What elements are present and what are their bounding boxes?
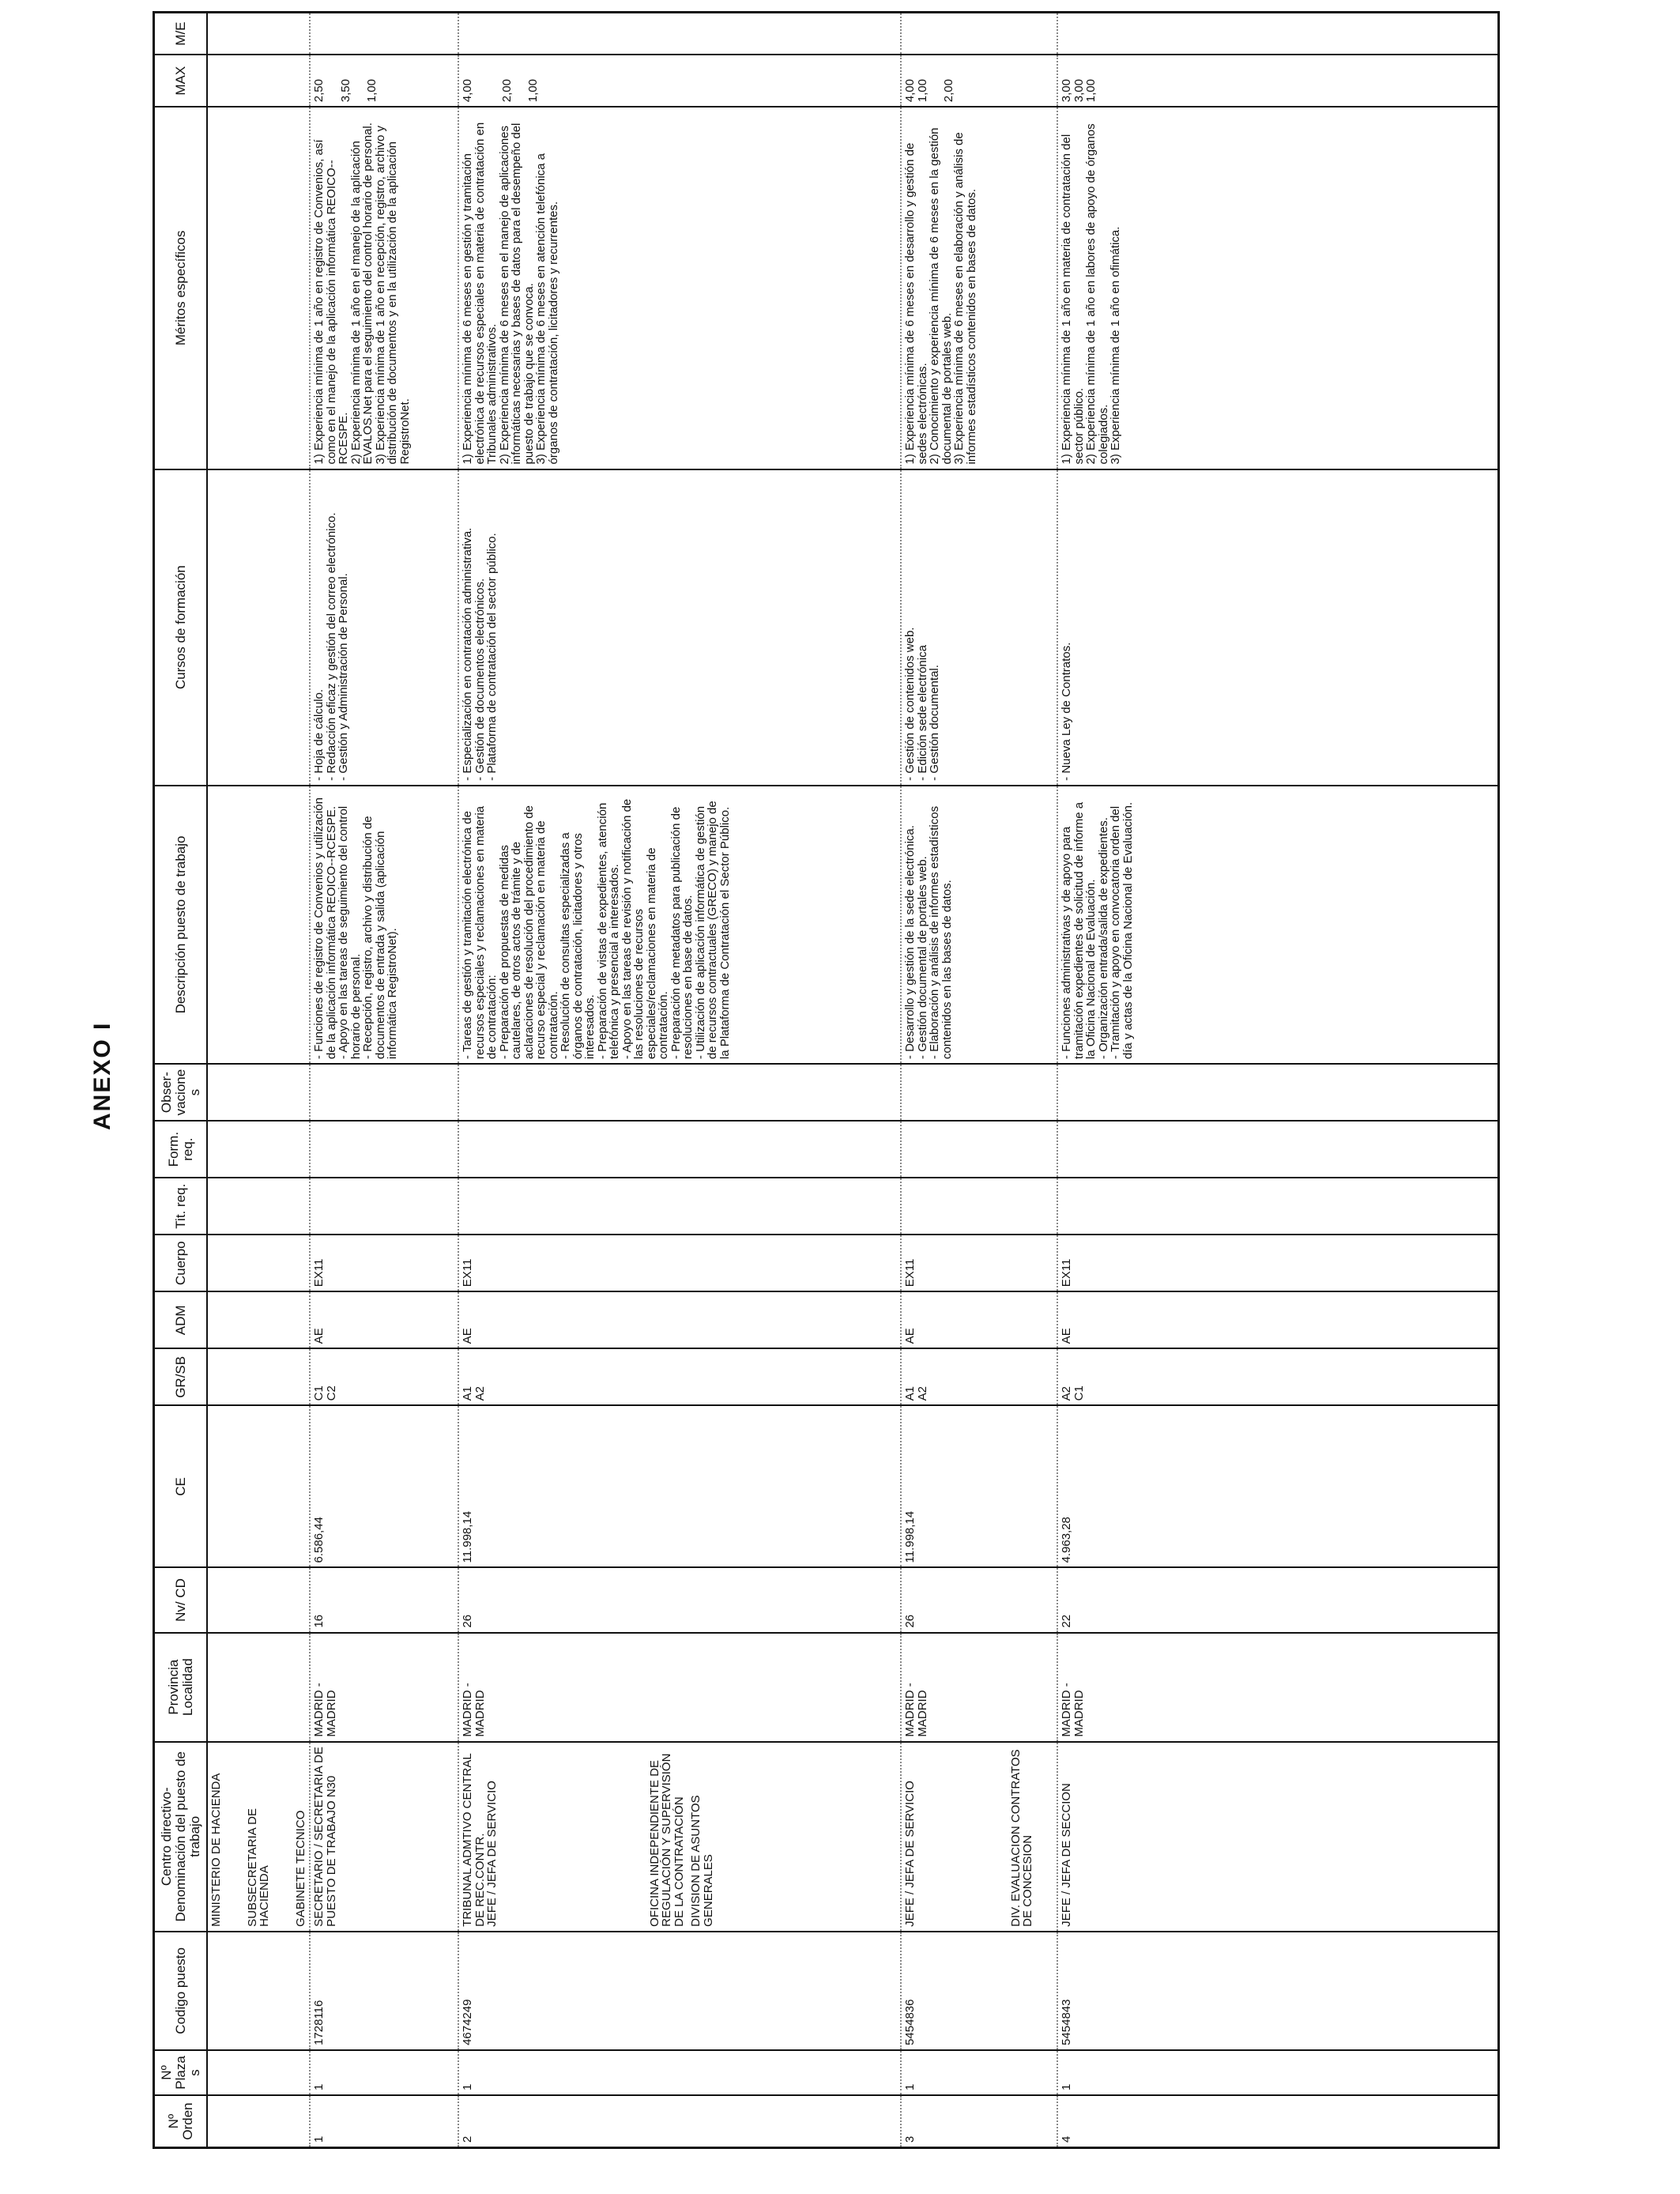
cell-me bbox=[310, 13, 458, 55]
cell-cursos: - Especialización en contratación administrativa. - Gestión de documentos electrónicos. - Plataforma de contratación del sector público. bbox=[458, 469, 901, 786]
cell-plazas: 1 bbox=[458, 2050, 901, 2095]
cell-obs bbox=[458, 1064, 901, 1121]
cell-adm: AE bbox=[901, 1291, 1057, 1348]
cell-nivel: 26 bbox=[901, 1568, 1057, 1633]
header-ce: CE bbox=[155, 1405, 207, 1567]
subsecretaria-label: SUBSECRETARIA DE HACIENDA bbox=[245, 1808, 271, 1927]
merito-item: 1) Experiencia mínima de 6 meses en gestión y tramitación electrónica de recursos especiales en materia de contratación en Tribunales administrativos. bbox=[461, 122, 499, 465]
cell-codigo: 1728116 bbox=[310, 1932, 458, 2050]
merito-item: 3) Experiencia mínima de 6 meses en elaboración y análisis de informes estadísticos contenidos en bases de datos. bbox=[952, 132, 978, 465]
gabinete-label: GABINETE TECNICO bbox=[293, 1810, 307, 1927]
grsb-value: A1 bbox=[461, 1386, 474, 1401]
cell-me bbox=[901, 13, 1057, 55]
max-value: 1,00 bbox=[915, 79, 929, 103]
cell-cuerpo: EX11 bbox=[1057, 1235, 1497, 1291]
header-me: M/E bbox=[155, 13, 207, 55]
cell-obs bbox=[901, 1064, 1057, 1121]
max-value: 2,00 bbox=[499, 79, 514, 103]
cell-tit bbox=[901, 1178, 1057, 1235]
cell-me bbox=[1057, 13, 1497, 55]
table-row bbox=[458, 13, 901, 2147]
header-form: Form. req. bbox=[155, 1121, 207, 1178]
cell-cuerpo: EX11 bbox=[458, 1235, 901, 1291]
cell-cursos: - Nueva Ley de Contratos. bbox=[1057, 469, 1497, 786]
merito-item: 3) Experiencia mínima de 1 año en ofimática. bbox=[1109, 226, 1122, 465]
cell-obs bbox=[310, 1064, 458, 1121]
cell-puesto bbox=[458, 1742, 901, 1932]
max-value: 2,00 bbox=[942, 79, 955, 103]
cell-me bbox=[458, 13, 901, 55]
ministerio-label: MINISTERIO DE HACIENDA bbox=[209, 1773, 223, 1927]
cell-cursos: - Hoja de cálculo. - Redacción eficaz y gestión del correo electrónico. - Gestión y Administración de Personal. bbox=[310, 469, 458, 786]
cell-codigo: 4674249 bbox=[458, 1932, 901, 2050]
header-grsb: GR/SB bbox=[155, 1348, 207, 1405]
merito-item: 1) Experiencia mínima de 1 año en materia de contratación del sector público. bbox=[1060, 134, 1086, 465]
cell-plazas: 1 bbox=[901, 2050, 1057, 2095]
cell-grsb bbox=[1057, 1348, 1497, 1405]
puesto-label: JEFE / JEFA DE SERVICIO bbox=[903, 1781, 917, 1927]
header-provincia: Provincia Localidad bbox=[155, 1633, 207, 1742]
header-meritos: Méritos específicos bbox=[155, 107, 207, 469]
header-row bbox=[155, 13, 207, 2147]
cell-nivel: 16 bbox=[310, 1568, 458, 1633]
cell-descripcion: - Funciones administrativas y de apoyo para tramitación expedientes de solicitud de informe a la Oficina Nacional de Evaluación. - Organización entrada/salida de expedientes. - Tramitación y apoyo en convocatoria orden del día y actas de la Oficina Nacional de Evaluación. bbox=[1057, 786, 1497, 1064]
table-row bbox=[901, 13, 1057, 2147]
max-value: 1,00 bbox=[1084, 79, 1098, 103]
max-value: 1,00 bbox=[526, 79, 540, 103]
header-adm: ADM bbox=[155, 1291, 207, 1348]
merito-item: 1) Experiencia mínima de 6 meses en desarrollo y gestión de sedes electrónicas. bbox=[903, 142, 929, 465]
cell-form bbox=[310, 1121, 458, 1178]
header-tit: Tit. req. bbox=[155, 1178, 207, 1235]
cell-adm: AE bbox=[458, 1291, 901, 1348]
header-centro: Centro directivo- Denominación del puesto de trabajo bbox=[155, 1742, 207, 1932]
cell-ce: 6.586,44 bbox=[310, 1405, 458, 1567]
cell-cuerpo: EX11 bbox=[901, 1235, 1057, 1291]
grsb-value: A2 bbox=[473, 1386, 487, 1401]
cell-orden: 4 bbox=[1057, 2095, 1497, 2147]
max-value: 2,50 bbox=[312, 79, 326, 103]
header-obs: Obser- vaciones bbox=[155, 1064, 207, 1121]
cell-max bbox=[310, 55, 458, 107]
organism-block bbox=[207, 13, 310, 2147]
cell-codigo: 5454836 bbox=[901, 1932, 1057, 2050]
cell-form bbox=[901, 1121, 1057, 1178]
cell-form bbox=[1057, 1121, 1497, 1178]
cell-orden: 2 bbox=[458, 2095, 901, 2147]
cell-ce: 11.998,14 bbox=[901, 1405, 1057, 1567]
max-value: 4,00 bbox=[461, 79, 474, 103]
cell-tit bbox=[310, 1178, 458, 1235]
header-nivel: Nv/ CD bbox=[155, 1568, 207, 1633]
cell-meritos bbox=[901, 107, 1057, 469]
cell-nivel: 26 bbox=[458, 1568, 901, 1633]
grsb-value: A1 bbox=[903, 1386, 917, 1401]
cell-grsb bbox=[310, 1348, 458, 1405]
max-value: 3,00 bbox=[1072, 79, 1086, 103]
table-row bbox=[310, 13, 458, 2147]
cell-grsb bbox=[458, 1348, 901, 1405]
max-value: 3,50 bbox=[338, 79, 352, 103]
merito-item: 3) Experiencia mínima de 6 meses en atención telefónica a órganos de contratación, licitadores y recurrentes. bbox=[534, 153, 560, 465]
page-title: ANEXO I bbox=[89, 1021, 115, 1130]
tribunal-label: TRIBUNAL ADMTIVO CENTRAL DE REC.CONTR. bbox=[461, 1753, 487, 1927]
oficina-label: OFICINA INDEPENDIENTE DE REGULACIÓN Y SUPERVISIÓN DE LA CONTRATACIÓN bbox=[647, 1753, 686, 1927]
annex-table-frame bbox=[153, 11, 1500, 2149]
cell-form bbox=[458, 1121, 901, 1178]
max-value: 4,00 bbox=[903, 79, 917, 103]
cell-puesto: JEFE / JEFA DE SECCION bbox=[1057, 1742, 1497, 1932]
cell-meritos bbox=[1057, 107, 1497, 469]
grsb-value: C2 bbox=[324, 1385, 338, 1401]
grsb-value: C1 bbox=[312, 1385, 326, 1401]
table-row bbox=[1057, 13, 1497, 2147]
cell-provincia: MADRID - MADRID bbox=[458, 1633, 901, 1742]
cell-obs bbox=[1057, 1064, 1497, 1121]
cell-orden: 1 bbox=[310, 2095, 458, 2147]
cell-ce: 11.998,14 bbox=[458, 1405, 901, 1567]
merito-item: 2) Experiencia mínima de 1 año en labores de apoyo de órganos colegiados. bbox=[1084, 123, 1110, 465]
grsb-value: A2 bbox=[1060, 1386, 1073, 1401]
cell-adm: AE bbox=[1057, 1291, 1497, 1348]
merito-item: 1) Experiencia mínima de 1 año en registro de Convenios, así como en el manejo de la aplicación informática REOICO--RCESPE. bbox=[312, 139, 350, 465]
annex-table bbox=[155, 13, 1497, 2147]
header-descripcion: Descripción puesto de trabajo bbox=[155, 786, 207, 1064]
puesto-label: JEFE / JEFA DE SERVICIO bbox=[485, 1781, 499, 1927]
header-cuerpo: Cuerpo bbox=[155, 1235, 207, 1291]
merito-item: 3) Experiencia mínima de 1 año en recepción, registro, archivo y distribución de documentos y en la utilización de la aplicación RegistroNet. bbox=[373, 125, 412, 465]
cell-puesto bbox=[901, 1742, 1057, 1932]
cell-ce: 4.963,28 bbox=[1057, 1405, 1497, 1567]
merito-item: 2) Experiencia mínima de 6 meses en el manejo de aplicaciones informáticas necesarias y bases de datos para el desempeño del puesto de trabajo que se convoca. bbox=[497, 123, 536, 465]
cell-descripcion: - Tareas de gestión y tramitación electrónica de recursos especiales y reclamaciones en materia de contratación: - Preparación de propuestas de medidas cautelares, de otros actos de trámite y de aclaraciones de resolución del procedimiento de recurso especial y reclamación en materia de contratación. - Resolución de consultas especializadas a órganos de contratación, licitadores y otros interesados. - Preparación de vistas de expedientes, atención telefónica y presencial a interesados. - Apoyo en las tareas de revisión y notificación de las resoluciones de recursos especiales/reclamaciones en materia de contratación. - Preparación de metadatos para publicación de resoluciones en base de datos. - Utilización de aplicación informática de gestión de recursos contractuales (GRECO) y manejo de la Plataforma de Contratación el Sector Público. bbox=[458, 786, 901, 1064]
cell-provincia: MADRID - MADRID bbox=[1057, 1633, 1497, 1742]
cell-puesto: SECRETARIO / SECRETARIA DE PUESTO DE TRABAJO N30 bbox=[310, 1742, 458, 1932]
cell-descripcion: - Funciones de registro de Convenios y utilización de la aplicación informática REOICO--RCESPE. - Apoyo en las tareas de seguimiento del control horario de personal. - Recepción, registro, archivo y distribución de documentos de entrada y salida (aplicación informática RegistroNet). bbox=[310, 786, 458, 1064]
cell-codigo: 5454843 bbox=[1057, 1932, 1497, 2050]
merito-item: 2) Conocimiento y experiencia mínima de 6 meses en la gestión documental de portales web. bbox=[928, 127, 954, 465]
cell-provincia: MADRID - MADRID bbox=[901, 1633, 1057, 1742]
merito-item: 2) Experiencia mínima de 1 año en el manejo de la aplicación EVALOS.Net para el seguimiento del control horario de personal. bbox=[348, 123, 375, 465]
cell-max bbox=[901, 55, 1057, 107]
cell-nivel: 22 bbox=[1057, 1568, 1497, 1633]
grsb-value: A2 bbox=[915, 1386, 929, 1401]
organism-centro bbox=[207, 1742, 310, 1932]
cell-descripcion: - Desarrollo y gestión de la sede electrónica. - Gestión documental de portales web. - Elaboración y análisis de informes estadísticos contenidos en las bases de datos. bbox=[901, 786, 1057, 1064]
cell-plazas: 1 bbox=[310, 2050, 458, 2095]
cell-cursos: - Gestión de contenidos web. - Edición sede electrónica - Gestión documental. bbox=[901, 469, 1057, 786]
cell-grsb bbox=[901, 1348, 1057, 1405]
cell-tit bbox=[1057, 1178, 1497, 1235]
max-value: 1,00 bbox=[365, 79, 379, 103]
cell-adm: AE bbox=[310, 1291, 458, 1348]
division-label: DIVISION DE ASUNTOS GENERALES bbox=[689, 1795, 715, 1927]
cell-max bbox=[458, 55, 901, 107]
cell-tit bbox=[458, 1178, 901, 1235]
cell-provincia: MADRID - MADRID bbox=[310, 1633, 458, 1742]
header-orden: Nº Orden bbox=[155, 2095, 207, 2147]
header-codigo: Codigo puesto bbox=[155, 1932, 207, 2050]
cell-orden: 3 bbox=[901, 2095, 1057, 2147]
header-cursos: Cursos de formación bbox=[155, 469, 207, 786]
cell-cuerpo: EX11 bbox=[310, 1235, 458, 1291]
grsb-value: C1 bbox=[1072, 1385, 1086, 1401]
header-max: MAX bbox=[155, 55, 207, 107]
max-value: 3,00 bbox=[1060, 79, 1073, 103]
div-evaluacion-label: DIV. EVALUACION CONTRATOS DE CONCESION bbox=[1008, 1749, 1034, 1927]
cell-meritos bbox=[458, 107, 901, 469]
cell-meritos bbox=[310, 107, 458, 469]
header-plazas: Nº Plazas bbox=[155, 2050, 207, 2095]
cell-plazas: 1 bbox=[1057, 2050, 1497, 2095]
cell-max bbox=[1057, 55, 1497, 107]
